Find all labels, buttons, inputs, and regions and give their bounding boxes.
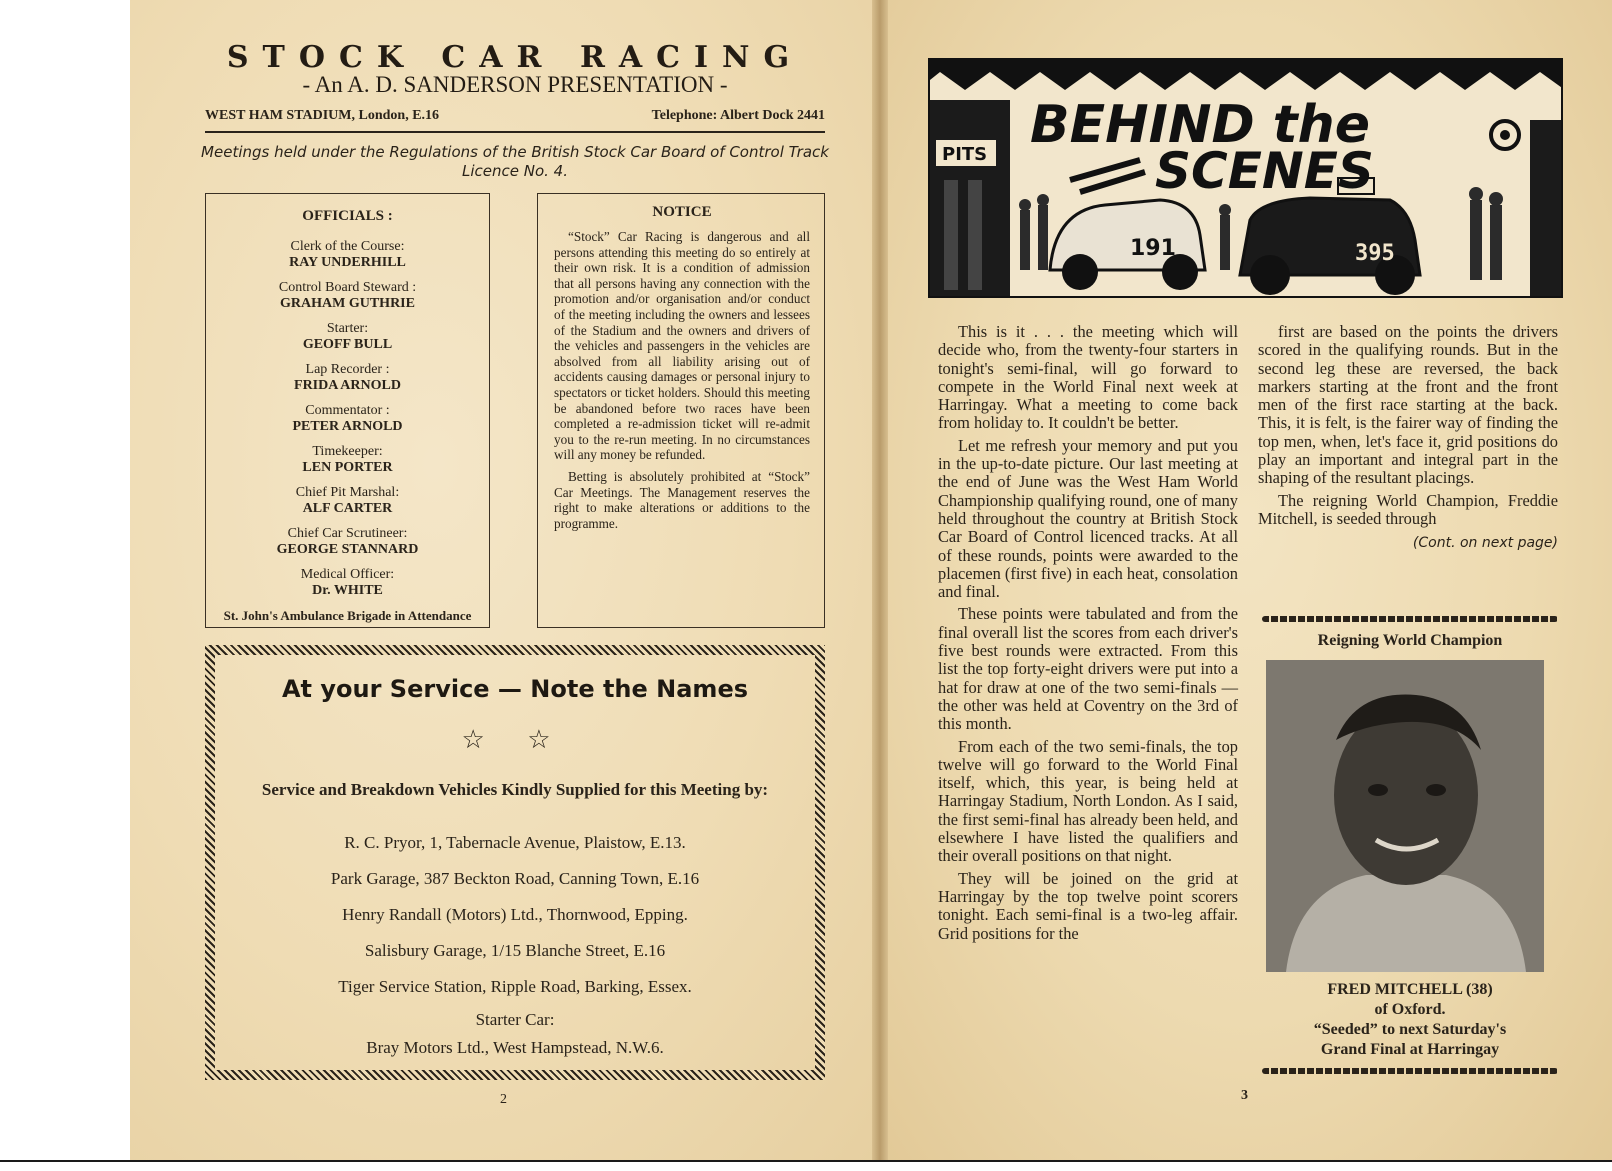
caption-final: Grand Final at Harringay <box>1320 1041 1500 1058</box>
article-paragraph: The reigning World Champion, Freddie Mitchell, is seeded through <box>1258 490 1558 528</box>
portrait-image <box>1266 660 1544 972</box>
decorative-rule <box>1262 1068 1558 1074</box>
official-entry <box>206 321 489 353</box>
article-paragraph: This is it . . . the meeting which will decide who, from the twenty-four starters in tonight's semi-final, will go forward to compete in the World Final next week at Harringay. What a meeting to come back from holiday to. It couldn't be better. <box>938 322 1238 433</box>
caption-name: FRED MITCHELL (38) <box>1327 981 1493 998</box>
page-gutter <box>872 0 888 1160</box>
champion-caption <box>1262 980 1558 1060</box>
ambulance-note: St. John's Ambulance Brigade in Attendance <box>223 608 472 623</box>
car-number-1: 191 <box>1130 236 1176 261</box>
programme-title: STOCK CAR RACING <box>226 40 804 75</box>
supplier-item: R. C. Pryor, 1, Tabernacle Avenue, Plaistow, E.13. <box>344 833 686 852</box>
regulations-note: Meetings held under the Regulations of the British Stock Car Board of Control Track Licence No. 4. <box>201 143 829 180</box>
official-name: RAY UNDERHILL <box>289 255 406 270</box>
official-role: Medical Officer: <box>300 567 395 582</box>
notice-paragraph: Betting is absolutely prohibited at “Stock” Car Meetings. The Management reserves the right to make alterations or additions to the programme. <box>554 468 810 531</box>
banner-title-line1: BEHIND the <box>1030 95 1370 155</box>
supplier-item: Park Garage, 387 Beckton Road, Canning Town, E.16 <box>330 869 700 888</box>
official-entry <box>206 239 489 271</box>
official-role: Starter: <box>326 321 369 336</box>
scan-bottom-edge <box>0 1160 1612 1171</box>
service-title: At your Service — Note the Names <box>281 675 749 703</box>
official-role: Control Board Steward : <box>278 280 417 295</box>
article-paragraph: These points were tabulated and from the final overall list the scores from each driver's five best rounds were extracted. From this list the top forty-eight drivers were put into a hat for draw at one of the two semi-finals — the other was held at Coventry on the 3rd of this month. <box>938 604 1238 734</box>
supplier-item: Tiger Service Station, Ripple Road, Barking, Essex. <box>338 977 692 996</box>
official-name: GEORGE STANNARD <box>276 542 419 557</box>
telephone: Telephone: Albert Dock 2441 <box>651 108 825 123</box>
official-entry <box>206 362 489 394</box>
official-role: Chief Car Scrutineer: <box>287 526 408 541</box>
programme-subtitle: - An A. D. SANDERSON PRESENTATION - <box>302 72 728 97</box>
official-role: Timekeeper: <box>312 444 383 459</box>
official-name: PETER ARNOLD <box>292 419 403 434</box>
official-role: Clerk of the Course: <box>290 239 405 254</box>
article-paragraph: From each of the two semi-finals, the top twelve will go forward to the World Final itself, which, this year, is being held at Harringay Stadium, North London. As I said, the first semi-final has already been held, and elsewhere I have listed the qualifiers and their overall positions on that night. <box>938 736 1238 866</box>
venue: WEST HAM STADIUM, London, E.16 <box>205 108 440 123</box>
decorative-rule <box>1262 616 1558 622</box>
champion-heading: Reigning World Champion <box>1317 632 1503 649</box>
official-name: FRIDA ARNOLD <box>294 378 401 393</box>
supplier-list <box>215 825 815 1061</box>
supplier-item: Henry Randall (Motors) Ltd., Thornwood, Epping. <box>342 905 688 924</box>
article-paragraph: They will be joined on the grid at Harringay by the top twelve point scorers tonight. Each semi-final is a two-leg affair. Grid positions for the <box>938 868 1238 943</box>
official-entry <box>206 567 489 599</box>
official-entry <box>206 485 489 517</box>
pit-scene-illustration <box>930 60 1563 298</box>
official-entry <box>206 526 489 558</box>
starter-car-label: Starter Car: <box>475 1010 555 1029</box>
page-number-left: 2 <box>500 1092 507 1107</box>
caption-seeded: “Seeded” to next Saturday's <box>1313 1021 1507 1038</box>
supplier-item: Salisbury Garage, 1/15 Blanche Street, E.16 <box>364 941 666 960</box>
starter-car-supplier: Bray Motors Ltd., West Hampstead, N.W.6. <box>366 1038 664 1057</box>
article-paragraph: first are based on the points the drivers scored in the qualifying rounds. But in the second leg these are reversed, the back markers starting at the front and the front men of the first race starting at the back. This, it is felt, is the fairer way of finding the top men, when, let's face it, grid positions do play an important and integral part in the shaping of the resultant placings. <box>1258 322 1558 488</box>
banner-title-line2: SCENES <box>1155 142 1374 200</box>
official-role: Chief Pit Marshal: <box>295 485 400 500</box>
car-number-2: 395 <box>1355 241 1395 266</box>
champion-photo <box>1266 660 1544 972</box>
notice-heading: NOTICE <box>652 204 712 220</box>
header-rule <box>205 131 825 133</box>
official-name: GEOFF BULL <box>302 337 393 352</box>
article-paragraph: Let me refresh your memory and put you in the up-to-date picture. Our last meeting at the end of June was the West Ham World Championship qualifying round, one of many held throughout the country at British Stock Car Board of Control licenced tracks. At all of these rounds, points were awarded to the placemen (first five) in each heat, consolation and final. <box>938 435 1238 602</box>
official-name: Dr. WHITE <box>312 583 383 598</box>
behind-the-scenes-banner <box>928 58 1563 298</box>
service-box <box>205 645 825 1080</box>
article-column-right <box>1258 323 1558 553</box>
official-entry <box>206 444 489 476</box>
service-lead: Service and Breakdown Vehicles Kindly Supplied for this Meeting by: <box>261 780 769 799</box>
official-role: Lap Recorder : <box>305 362 390 377</box>
star-ornament: ☆ ☆ <box>461 725 569 754</box>
pits-sign: PITS <box>942 144 988 165</box>
caption-town: of Oxford. <box>1374 1001 1446 1018</box>
article-column-left <box>938 323 1238 947</box>
page-number-right: 3 <box>1241 1088 1248 1103</box>
officials-box <box>205 193 490 628</box>
continued-note: (Cont. on next page) <box>1412 535 1558 552</box>
notice-paragraph: “Stock” Car Racing is dangerous and all persons attending this meeting do so entirely at their own risk. It is a condition of admission that all persons having any connection with the promotion and/or organisation and/or conduct of the meeting including the owners and lessees of the Stadium and the owners and drivers of the vehicles and passengers in the vehicles are absolved from all liability arising out of accidents causing damages or personal injury to spectators or ticket holders. Should this meeting be abandoned before two races have been completed a re-admission ticket will re-admit you to the re-run meeting. In no circumstances will any money be refunded. <box>554 229 810 463</box>
official-role: Commentator : <box>305 403 390 418</box>
official-name: GRAHAM GUTHRIE <box>280 296 415 311</box>
official-name: ALF CARTER <box>302 501 393 516</box>
notice-box <box>537 193 825 628</box>
official-entry <box>206 280 489 312</box>
official-entry <box>206 403 489 435</box>
official-name: LEN PORTER <box>302 460 393 475</box>
officials-heading: OFFICIALS : <box>302 208 393 224</box>
